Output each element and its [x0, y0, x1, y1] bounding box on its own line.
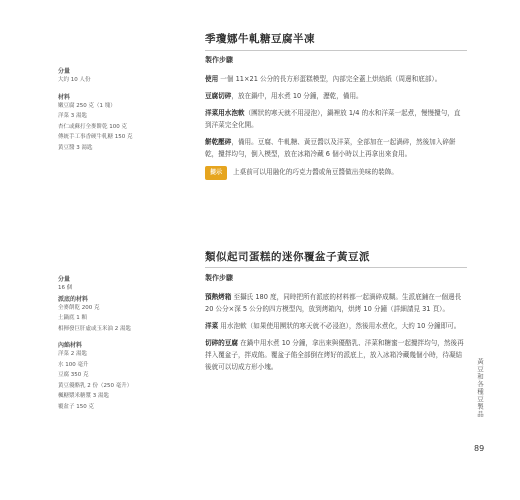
ingredient-item: 洋菜 3 湯匙 [58, 113, 87, 119]
step-label: 預熱烤箱 [205, 293, 232, 301]
servings-value: 大約 10 人份 [58, 77, 91, 83]
servings-heading: 分量 [58, 68, 71, 75]
tip-row [205, 166, 467, 180]
step-paragraph [205, 291, 467, 315]
step-paragraph [205, 90, 467, 102]
steps-heading: 製作步驟 [205, 274, 233, 282]
filling-item: 黃豆優酪乳 2 份（250 毫升） [58, 382, 133, 389]
filling-item: 水 100 毫升 [58, 361, 89, 368]
step-label: 洋菜用水泡軟 [205, 109, 245, 117]
page-number: 89 [474, 444, 485, 453]
tip-text: 上桌前可以用融化的巧克力醬或角豆醬做出美味的裝飾。 [233, 168, 398, 176]
recipe1-title: 季瓊娜牛軋糖豆腐半凍 [205, 33, 315, 45]
servings-heading: 分量 [58, 276, 71, 283]
step-paragraph [205, 107, 467, 131]
recipe1-divider [205, 50, 467, 51]
steps-heading: 製作步驟 [205, 56, 233, 64]
step-text: 一個 11×21 公分的長方形蛋糕模型，內部完全蓋上烘焙紙（周邊和底部）。 [220, 75, 442, 83]
step-text: 在鍋中用水煮 10 分鐘，拿出來與優酪乳、洋菜和糖蜜一起攪拌均勻，然後再拌入覆盆子，拌成餡。覆盆子餡全部倒在烤好的派底上，放入冰箱冷藏幾個小時，待凝結後就可以切成方形小塊。 [205, 339, 464, 371]
step-paragraph [205, 320, 467, 332]
crust-heading: 派底的材料 [58, 295, 89, 303]
filling-heading: 內餡材料 [58, 342, 83, 349]
crust-item: 相揮發巨肝虛或玉米油 2 湯匙 [58, 325, 131, 332]
filling-item: 覆盆子 150 克 [58, 403, 94, 410]
step-label: 使用 [205, 75, 219, 83]
step-paragraph [205, 337, 467, 373]
step-label: 餅乾壓碎 [205, 138, 232, 146]
step-text: （團狀的寒天就不用浸泡），鍋裡放 1/4 的水和洋菜一起煮，慢慢攪勻，直到洋菜完全化開。 [205, 109, 461, 129]
step-text: 用水泡軟（如果使用團狀的寒天就不必浸泡），然後用水煮化，大約 10 分鐘即可。 [220, 322, 461, 330]
crust-item: 土鍋底 1 顆 [58, 315, 87, 321]
recipe1-steps [205, 55, 467, 180]
step-text: ，備用。豆腐、牛軋糖、黃豆醬以及洋菜，全部加在一起渦碎，然後加入碎餅乾，攪拌均勻，倒入模型，放在冰箱冷藏 6 個小時以上再拿出來食用。 [205, 138, 456, 158]
filling-item: 洋菜 2 湯匙 [58, 351, 87, 357]
step-text: 至攝氏 180 度，同時把所有派底的材料都一起渦碎成糊。生派底鋪在一個邊長 20 公分×深 5 公分的四方模型內，放到烤箱內，烘烤 10 分鐘（詳細請見 31 頁）。 [205, 293, 462, 313]
ingredients-heading: 材料 [58, 93, 71, 101]
ingredient-item: 杏仁或蘇打全麥餅乾 100 克 [58, 123, 127, 130]
step-label: 切碎的豆腐 [205, 339, 238, 347]
recipe2-title: 類似起司蛋糕的迷你覆盆子黃豆派 [205, 251, 370, 263]
step-label: 豆腐切碎 [205, 92, 232, 100]
ingredient-item: 黃豆醬 3 湯匙 [58, 144, 93, 151]
crust-item: 全麥餅乾 200 克 [58, 304, 100, 311]
ingredient-item: 嫩豆腐 250 克（1 塊） [58, 102, 116, 109]
step-label: 洋菜 [205, 322, 219, 330]
step-paragraph [205, 136, 467, 160]
ingredient-item: 傳統手工事香硬牛軋糖 150 克 [58, 134, 133, 140]
tip-badge: 提示 [205, 166, 227, 180]
step-paragraph [205, 73, 467, 85]
recipe1-sidebar [58, 66, 178, 153]
recipe2-steps [205, 273, 467, 373]
recipe2-divider [205, 267, 467, 268]
filling-item: 楓糖漿米糖漿 3 湯匙 [58, 393, 109, 399]
recipe2-sidebar [58, 274, 178, 412]
step-text: ，放在鍋中，用水煮 10 分鐘，瀝乾，備用。 [231, 92, 363, 100]
servings-value: 16 個 [58, 285, 73, 291]
chapter-side-label: 黃豆和各種豆製品 [476, 358, 484, 418]
filling-item: 豆腐 350 克 [58, 372, 89, 378]
